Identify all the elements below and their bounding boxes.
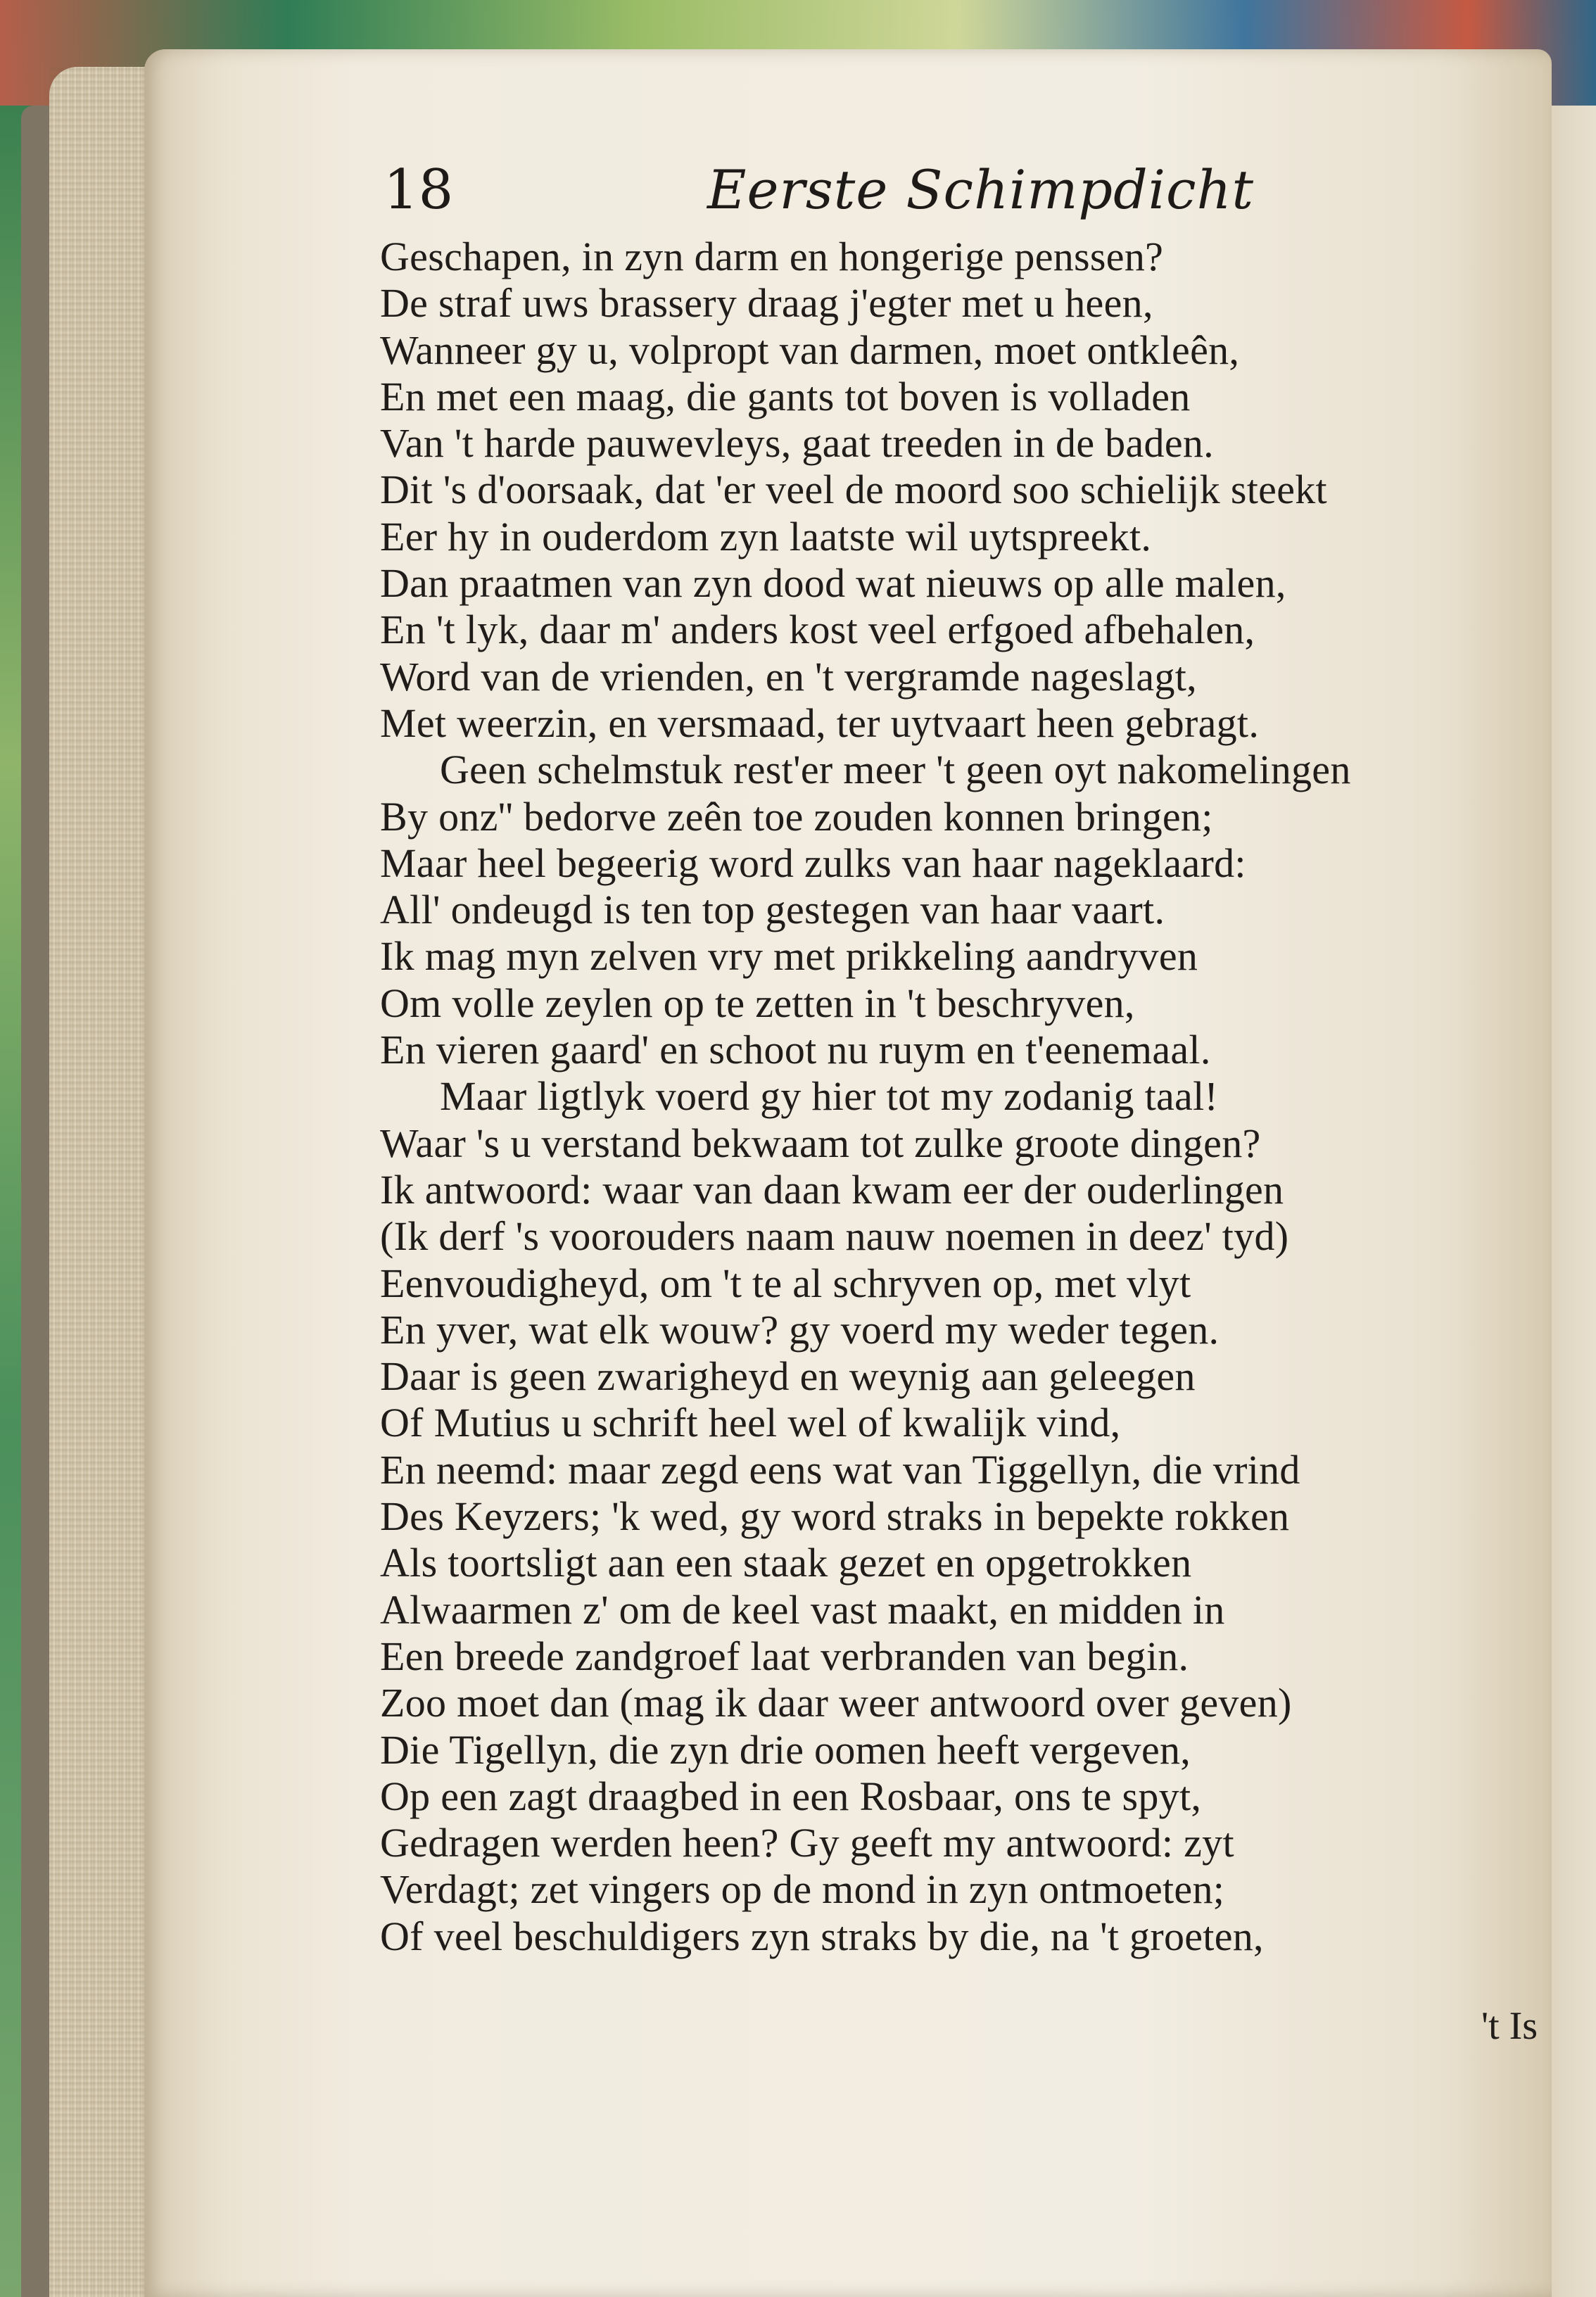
poem-line: By onz'' bedorve zeên toe zouden konnen bringen; [380, 793, 1213, 840]
poem-line: Eer hy in ouderdom zyn laatste wil uytspreekt. [380, 513, 1152, 559]
poem-line: Alwaarmen z' om de keel vast maakt, en midden in [380, 1586, 1225, 1633]
running-head [384, 158, 1481, 243]
poem-line: Des Keyzers; 'k wed, gy word straks in bepekte rokken [380, 1493, 1290, 1540]
page-number: 18 [384, 158, 454, 222]
poem-line: Ik antwoord: waar van daan kwam eer der ouderlingen [380, 1166, 1284, 1213]
poem-line: Op een zagt draagbed in een Rosbaar, ons te spyt, [380, 1773, 1202, 1819]
poem-line: Maar heel begeerig word zulks van haar nageklaard: [380, 840, 1246, 886]
poem-line: En neemd: maar zegd eens wat van Tiggellyn, die vrind [380, 1446, 1300, 1493]
poem-line: Van 't harde pauwevleys, gaat treeden in de baden. [380, 420, 1214, 467]
poem-line: Geen schelmstuk rest'er meer 't geen oyt nakomelingen [440, 747, 1351, 793]
page-title: Eerste Schimpdicht [707, 158, 1255, 221]
poem-line: En 't lyk, daar m' anders kost veel erfgoed afbehalen, [380, 607, 1255, 653]
poem-line: En vieren gaard' en schoot nu ruym en t'eenemaal. [380, 1027, 1211, 1073]
poem-line: Word van de vrienden, en 't vergramde nageslagt, [380, 653, 1197, 700]
poem-line: Waar 's u verstand bekwaam tot zulke groote dingen? [380, 1120, 1261, 1166]
poem-line: All' ondeugd is ten top gestegen van haar vaart. [380, 887, 1165, 933]
poem-line: En yver, wat elk wouw? gy voerd my weder tegen. [380, 1306, 1220, 1353]
poem-line: Een breede zandgroef laat verbranden van begin. [380, 1633, 1189, 1679]
poem-line: En met een maag, die gants tot boven is volladen [380, 373, 1191, 419]
poem-line: Daar is geen zwarigheyd en weynig aan geleegen [380, 1353, 1196, 1400]
poem-line: Eenvoudigheyd, om 't te al schryven op, met vlyt [380, 1260, 1191, 1306]
poem-line: Zoo moet dan (mag ik daar weer antwoord over geven) [380, 1680, 1292, 1726]
poem-line: Die Tigellyn, die zyn drie oomen heeft vergeven, [380, 1726, 1191, 1773]
poem-line: Verdagt; zet vingers op de mond in zyn ontmoeten; [380, 1866, 1225, 1913]
poem-text-block [380, 234, 1534, 1960]
poem-line: Als toortsligt aan een staak gezet en opgetrokken [380, 1540, 1192, 1586]
poem-line: De straf uws brassery draag j'egter met u heen, [380, 280, 1153, 327]
poem-line: Met weerzin, en versmaad, ter uytvaart heen gebragt. [380, 700, 1260, 746]
poem-line: (Ik derf 's voorouders naam nauw noemen in deez' tyd) [380, 1213, 1289, 1260]
poem-line: Maar ligtlyk voerd gy hier tot my zodanig taal! [440, 1073, 1219, 1120]
poem-line: Ik mag myn zelven vry met prikkeling aandryven [380, 933, 1198, 980]
poem-line: Dan praatmen van zyn dood wat nieuws op alle malen, [380, 560, 1286, 607]
poem-line: Of veel beschuldigers zyn straks by die, na 't groeten, [380, 1913, 1264, 1959]
poem-line: Gedragen werden heen? Gy geeft my antwoord: zyt [380, 1820, 1234, 1866]
poem-line: Dit 's d'oorsaak, dat 'er veel de moord soo schielijk steekt [380, 467, 1327, 513]
poem-line: Wanneer gy u, volpropt van darmen, moet ontkleên, [380, 327, 1240, 373]
poem-line: Om volle zeylen op te zetten in 't beschryven, [380, 980, 1135, 1026]
poem-line: Of Mutius u schrift heel wel of kwalijk vind, [380, 1400, 1121, 1446]
poem-line: Geschapen, in zyn darm en hongerige penssen? [380, 234, 1164, 279]
catchword: 't Is [1481, 2004, 1538, 2048]
